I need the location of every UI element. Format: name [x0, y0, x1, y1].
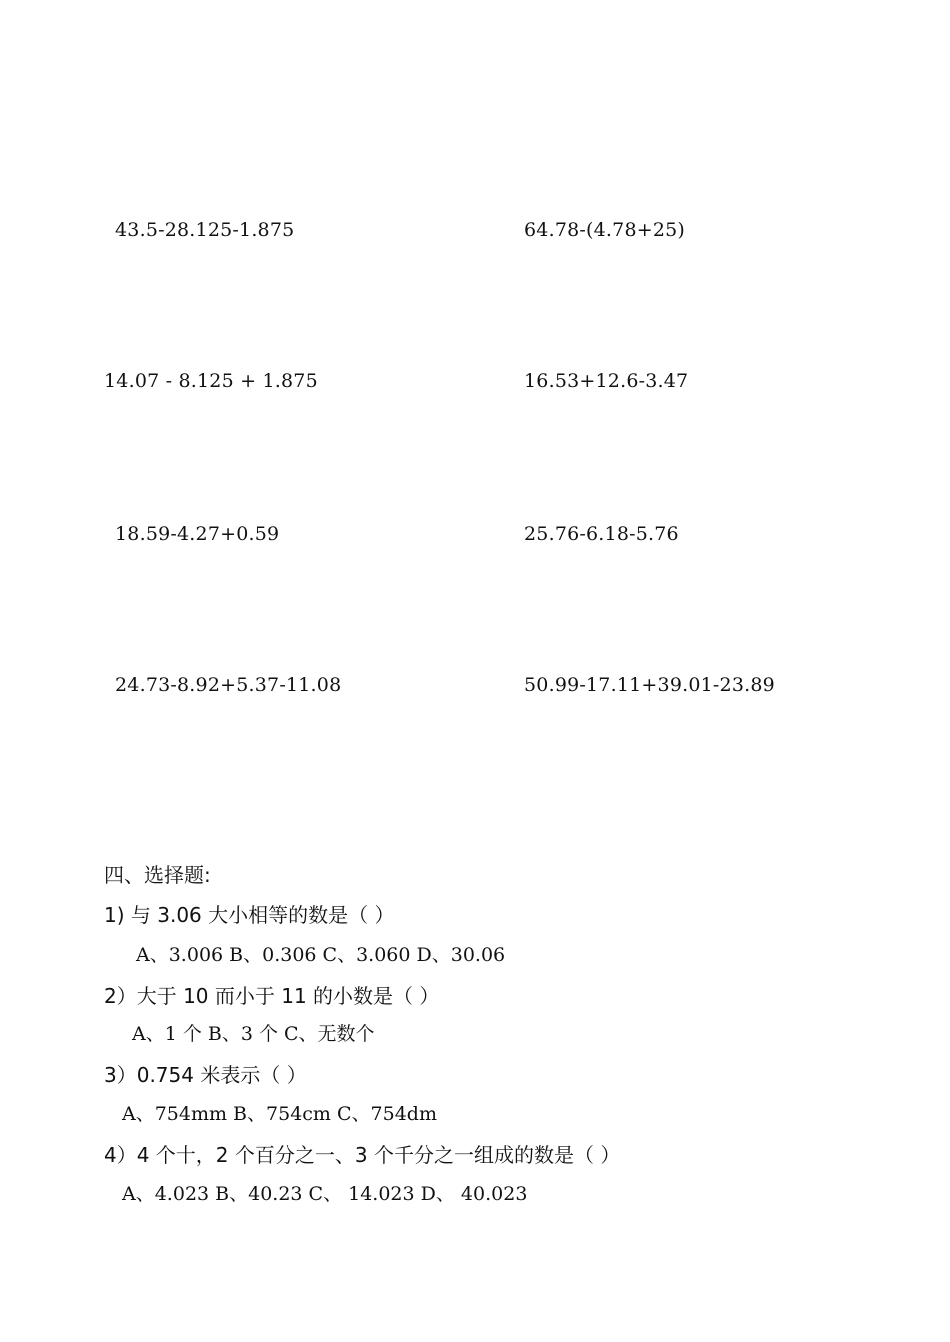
problem-2-left: 14.07 - 8.125 + 1.875 — [104, 370, 318, 392]
question-2-options: A、1 个 B、3 个 C、无数个 — [132, 1023, 375, 1045]
problem-3-left: 18.59-4.27+0.59 — [115, 523, 280, 545]
problem-4-right: 50.99-17.11+39.01-23.89 — [524, 674, 775, 696]
problem-1-left: 43.5-28.125-1.875 — [115, 219, 295, 241]
question-3-options: A、754mm B、754cm C、754dm — [122, 1103, 437, 1125]
question-4-options: A、4.023 B、40.23 C、 14.023 D、 40.023 — [122, 1183, 528, 1205]
question-2: 2）大于 10 而小于 11 的小数是（ ） — [104, 984, 440, 1008]
problem-4-left: 24.73-8.92+5.37-11.08 — [115, 674, 342, 696]
problem-1-right: 64.78-(4.78+25) — [524, 219, 686, 241]
question-1-options: A、3.006 B、0.306 C、3.060 D、30.06 — [136, 944, 506, 966]
problem-3-right: 25.76-6.18-5.76 — [524, 523, 679, 545]
question-3: 3）0.754 米表示（ ） — [104, 1063, 307, 1087]
question-4: 4）4 个十，2 个百分之一、3 个千分之一组成的数是（ ） — [104, 1143, 621, 1167]
question-1: 1) 与 3.06 大小相等的数是（ ） — [104, 903, 395, 927]
section-title: 四、选择题: — [104, 863, 211, 887]
problem-2-right: 16.53+12.6-3.47 — [524, 370, 689, 392]
